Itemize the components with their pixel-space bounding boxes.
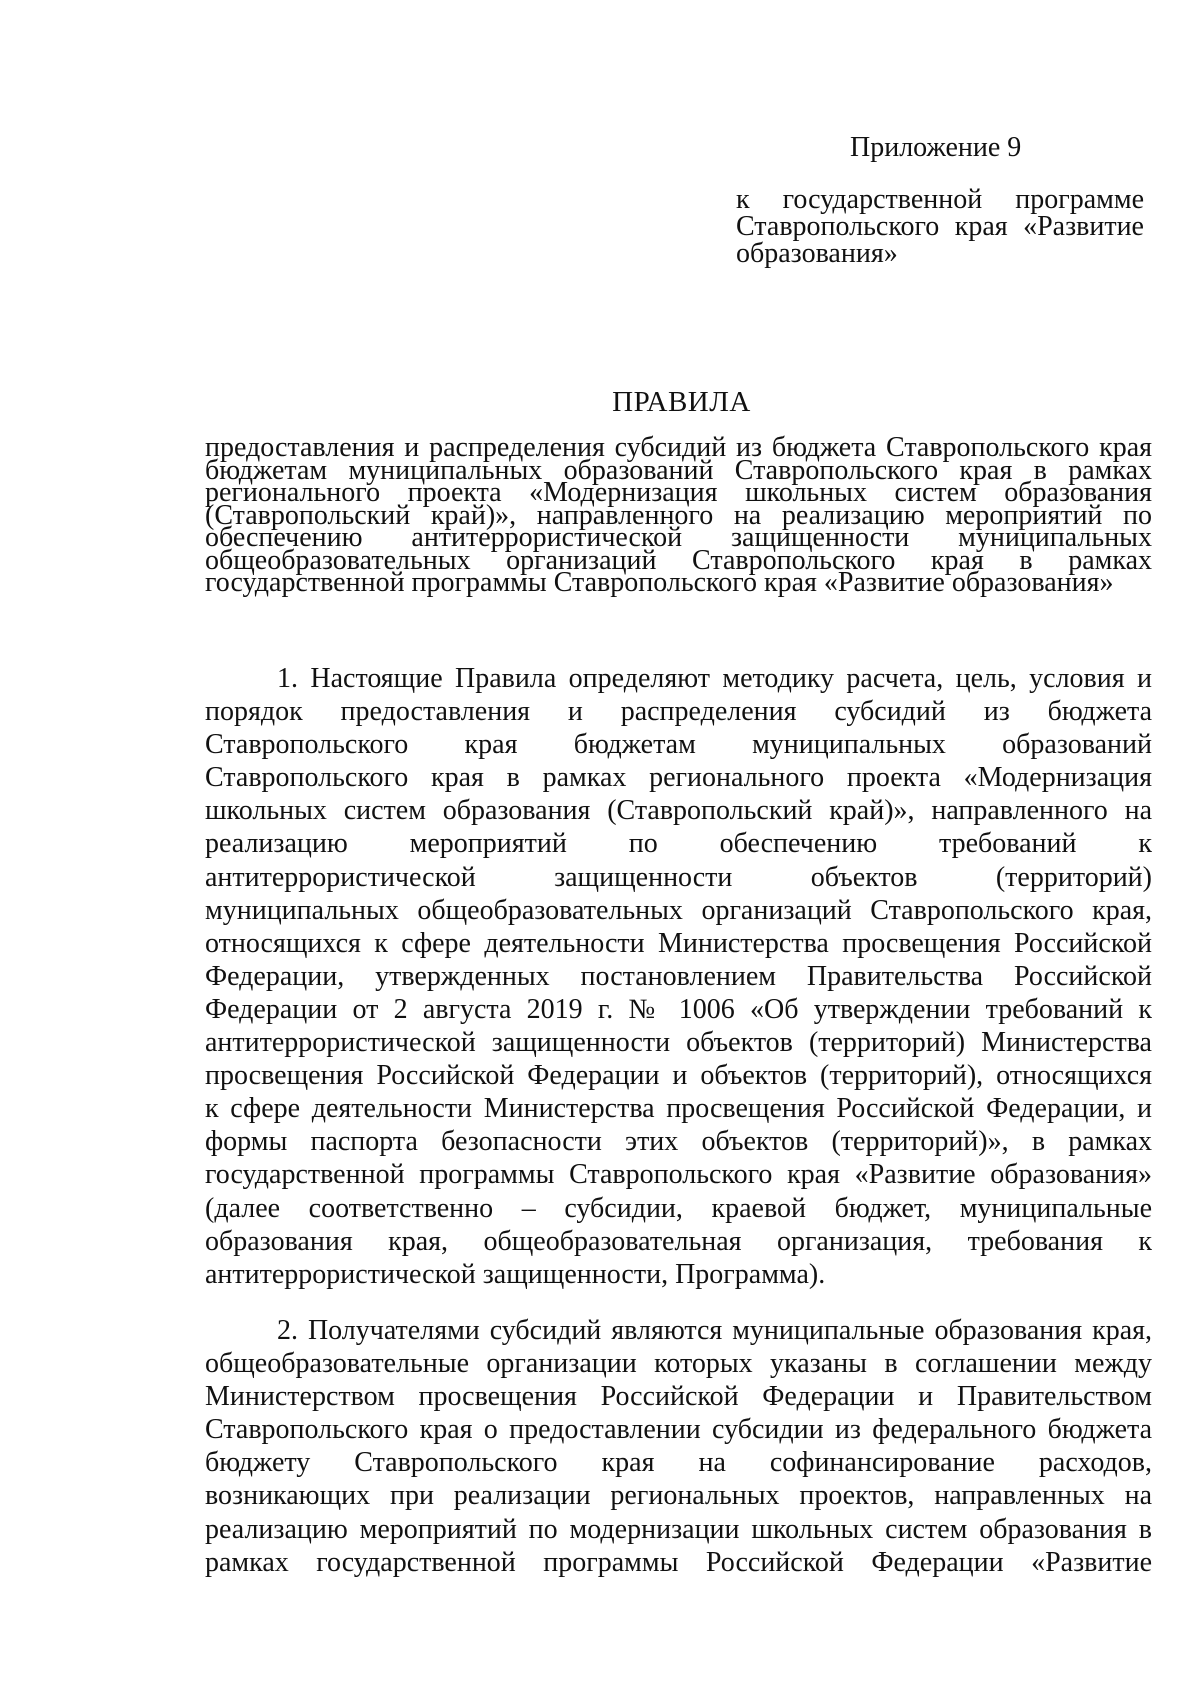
document-title: ПРАВИЛА xyxy=(612,386,751,418)
paragraph-line: относящихся к сфере деятельности Министерства просвещения Российской xyxy=(205,927,1152,959)
paragraph-line: Министерством просвещения Российской Федерации и Правительством xyxy=(205,1381,1152,1413)
paragraph-1 xyxy=(205,662,1152,1291)
paragraph-line: антитеррористической защищенности объектов (территорий) xyxy=(205,861,1152,893)
paragraph-line: Ставропольского края в рамках регионального проекта «Модернизация xyxy=(205,762,1152,794)
paragraph-line: просвещения Российской Федерации и объектов (территорий), относящихся xyxy=(205,1060,1152,1092)
paragraph-line: реализацию мероприятий по модернизации школьных систем образования в xyxy=(205,1513,1152,1545)
subtitle-line: бюджетам муниципальных образований Ставропольского края в рамках xyxy=(205,454,1152,486)
subtitle-line: регионального проекта «Модернизация школьных систем образования xyxy=(205,477,1152,508)
paragraph-line: к сфере деятельности Министерства просвещения Российской Федерации, и xyxy=(205,1093,1152,1125)
appendix-reference xyxy=(736,186,1144,267)
subtitle-line: общеобразовательных организаций Ставропольского края в рамках xyxy=(205,544,1152,576)
paragraph-line: формы паспорта безопасности этих объектов (территорий)», в рамках xyxy=(205,1126,1152,1158)
paragraph-line: Федерации от 2 августа 2019 г. № 1006 «Об утверждении требований к xyxy=(205,993,1152,1025)
paragraph-line: Ставропольского края о предоставлении субсидии из федерального бюджета xyxy=(205,1414,1152,1446)
subtitle-line: предоставления и распределения субсидий из бюджета Ставропольского края xyxy=(205,432,1152,463)
appendix-reference-line: Ставропольского края «Развитие xyxy=(736,211,1144,242)
appendix-reference-line: к государственной программе xyxy=(736,184,1144,215)
paragraph-line: Федерации, утвержденных постановлением Правительства Российской xyxy=(205,960,1152,992)
paragraph-line: Ставропольского края бюджетам муниципальных образований xyxy=(205,729,1152,761)
paragraph-line: 1. Настоящие Правила определяют методику расчета, цель, условия и xyxy=(277,663,1152,694)
paragraph-line: (далее соответственно – субсидии, краевой бюджет, муниципальные xyxy=(205,1192,1152,1224)
paragraph-line: порядок предоставления и распределения субсидий из бюджета xyxy=(205,696,1152,728)
paragraph-2 xyxy=(205,1314,1152,1579)
subtitle-line: (Ставропольский край)», направленного на реализацию мероприятий по xyxy=(205,499,1152,531)
subtitle-line: обеспечению антитеррористической защищенности муниципальных xyxy=(205,522,1152,553)
paragraph-line: антитеррористической защищенности объектов (территорий) Министерства xyxy=(205,1027,1152,1059)
appendix-label: Приложение 9 xyxy=(850,132,1022,163)
paragraph-line: школьных систем образования (Ставропольский край)», направленного на xyxy=(205,795,1152,827)
appendix-reference-line: образования» xyxy=(736,238,898,269)
paragraph-line: возникающих при реализации региональных проектов, направленных на xyxy=(205,1480,1152,1512)
paragraph-line: образования края, общеобразовательная организация, требования к xyxy=(205,1225,1152,1257)
paragraph-line: рамках государственной программы Российской Федерации «Развитие xyxy=(205,1546,1152,1578)
paragraph-line: государственной программы Ставропольского края «Развитие образования» xyxy=(205,1159,1152,1191)
paragraph-line: общеобразовательные организации которых указаны в соглашении между xyxy=(205,1348,1152,1380)
document-subtitle xyxy=(205,432,1152,598)
paragraph-line: бюджету Ставропольского края на софинансирование расходов, xyxy=(205,1447,1152,1479)
paragraph-line: антитеррористической защищенности, Программа). xyxy=(205,1258,826,1290)
paragraph-line: муниципальных общеобразовательных организаций Ставропольского края, xyxy=(205,894,1152,926)
paragraph-line: реализацию мероприятий по обеспечению требований к xyxy=(205,828,1152,860)
paragraph-line: 2. Получателями субсидий являются муниципальные образования края, xyxy=(277,1315,1152,1346)
subtitle-line: государственной программы Ставропольского края «Развитие образования» xyxy=(205,567,1114,598)
